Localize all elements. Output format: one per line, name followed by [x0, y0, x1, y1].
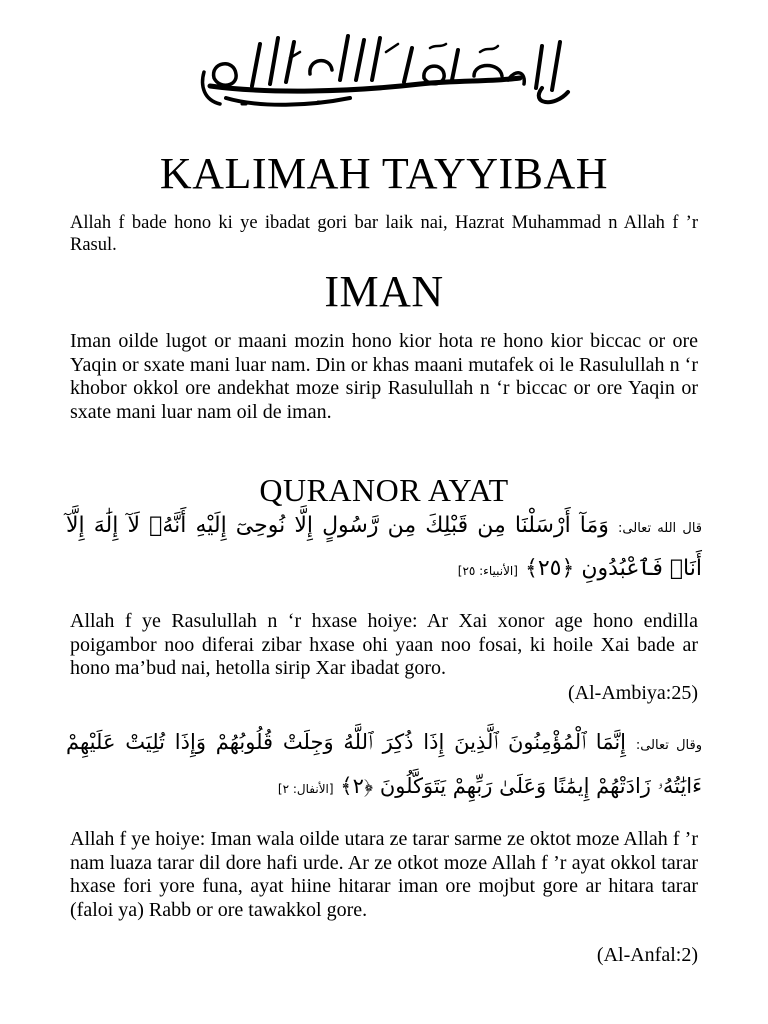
bismillah-calligraphy [190, 28, 580, 110]
ayat-1-intro: قال الله تعالى: [618, 521, 702, 536]
kalimah-text: Allah f bade hono ki ye ibadat gori bar laik nai, Hazrat Muhammad n Allah f ’r Rasul. [70, 213, 698, 255]
ayat-2-citation: [الأنفال: ٢] [277, 782, 334, 796]
ayat-2-arabic [66, 722, 702, 809]
ayat-2-translation: Allah f ye hoiye: Iman wala oilde utara ze tarar sarme ze oktot moze Allah f ’r nam luaza tarar dil dore hafi urde. Ar ze otkot moze Allah f ’r ayat okkol tarar hxase fori yore funa, ayat hiine hitarar iman ore mojbut gore ar hitara tarar (faloi ya) Rabb or ore tawakkol gore. [70, 828, 698, 921]
ayat-1-translation: Allah f ye Rasulullah n ‘r hxase hoiye: Ar Xai xonor age hono endilla poigambor noo diferai zibar hxase ohi yaan noo fosai, ki hoile Xai bade ar hono ma’bud nai, hetolla sirip Xar ibadat goro. [70, 610, 698, 679]
ayat-1-citation: [الأنبياء: ٢٥] [457, 564, 518, 578]
ayat-2-verse: إِنَّمَا ٱلْمُؤْمِنُونَ ٱلَّذِينَ إِذَا ذُكِرَ ٱللَّهُ وَجِلَتْ قُلُوبُهُمْ وَإِذَا تُلِيَتْ عَلَيْهِمْ ءَايَٰتُهُۥ زَادَتْهُمْ إِيمَٰنًا وَعَلَىٰ رَبِّهِمْ يَتَوَكَّلُونَ ﴿٢﴾ [66, 730, 702, 798]
iman-title: IMAN [324, 267, 444, 316]
quran-title: QURANOR AYAT [259, 472, 509, 508]
ayat-1-verse: وَمَآ أَرْسَلْنَا مِن قَبْلِكَ مِن رَّسُولٍ إِلَّا نُوحِىٓ إِلَيْهِ أَنَّهُۥ لَآ إِلَٰهَ إِلَّآ أَنَا۠ فَٱعْبُدُونِ ﴿٢٥﴾ [66, 513, 702, 581]
iman-text: Iman oilde lugot or maani mozin hono kior hota re hono kior biccac or ore Yaqin or sxate mani luar nam. Din or khas maani mutafek oi le Rasulullah n ‘r khobor okkol ore andekhat moze sirip Rasulullah n ‘r biccac or ore Yaqin or sxate mani luar nam oil de iman. [70, 330, 698, 423]
kalimah-title: KALIMAH TAYYIBAH [159, 149, 609, 198]
ayat-2-intro: وقال تعالى: [635, 738, 702, 753]
bismillah-calligraphy-icon [190, 28, 580, 110]
ayat-1-arabic [66, 506, 702, 591]
ayat-1-reference: (Al-Ambiya:25) [568, 682, 698, 704]
ayat-2-reference: (Al-Anfal:2) [596, 944, 698, 966]
